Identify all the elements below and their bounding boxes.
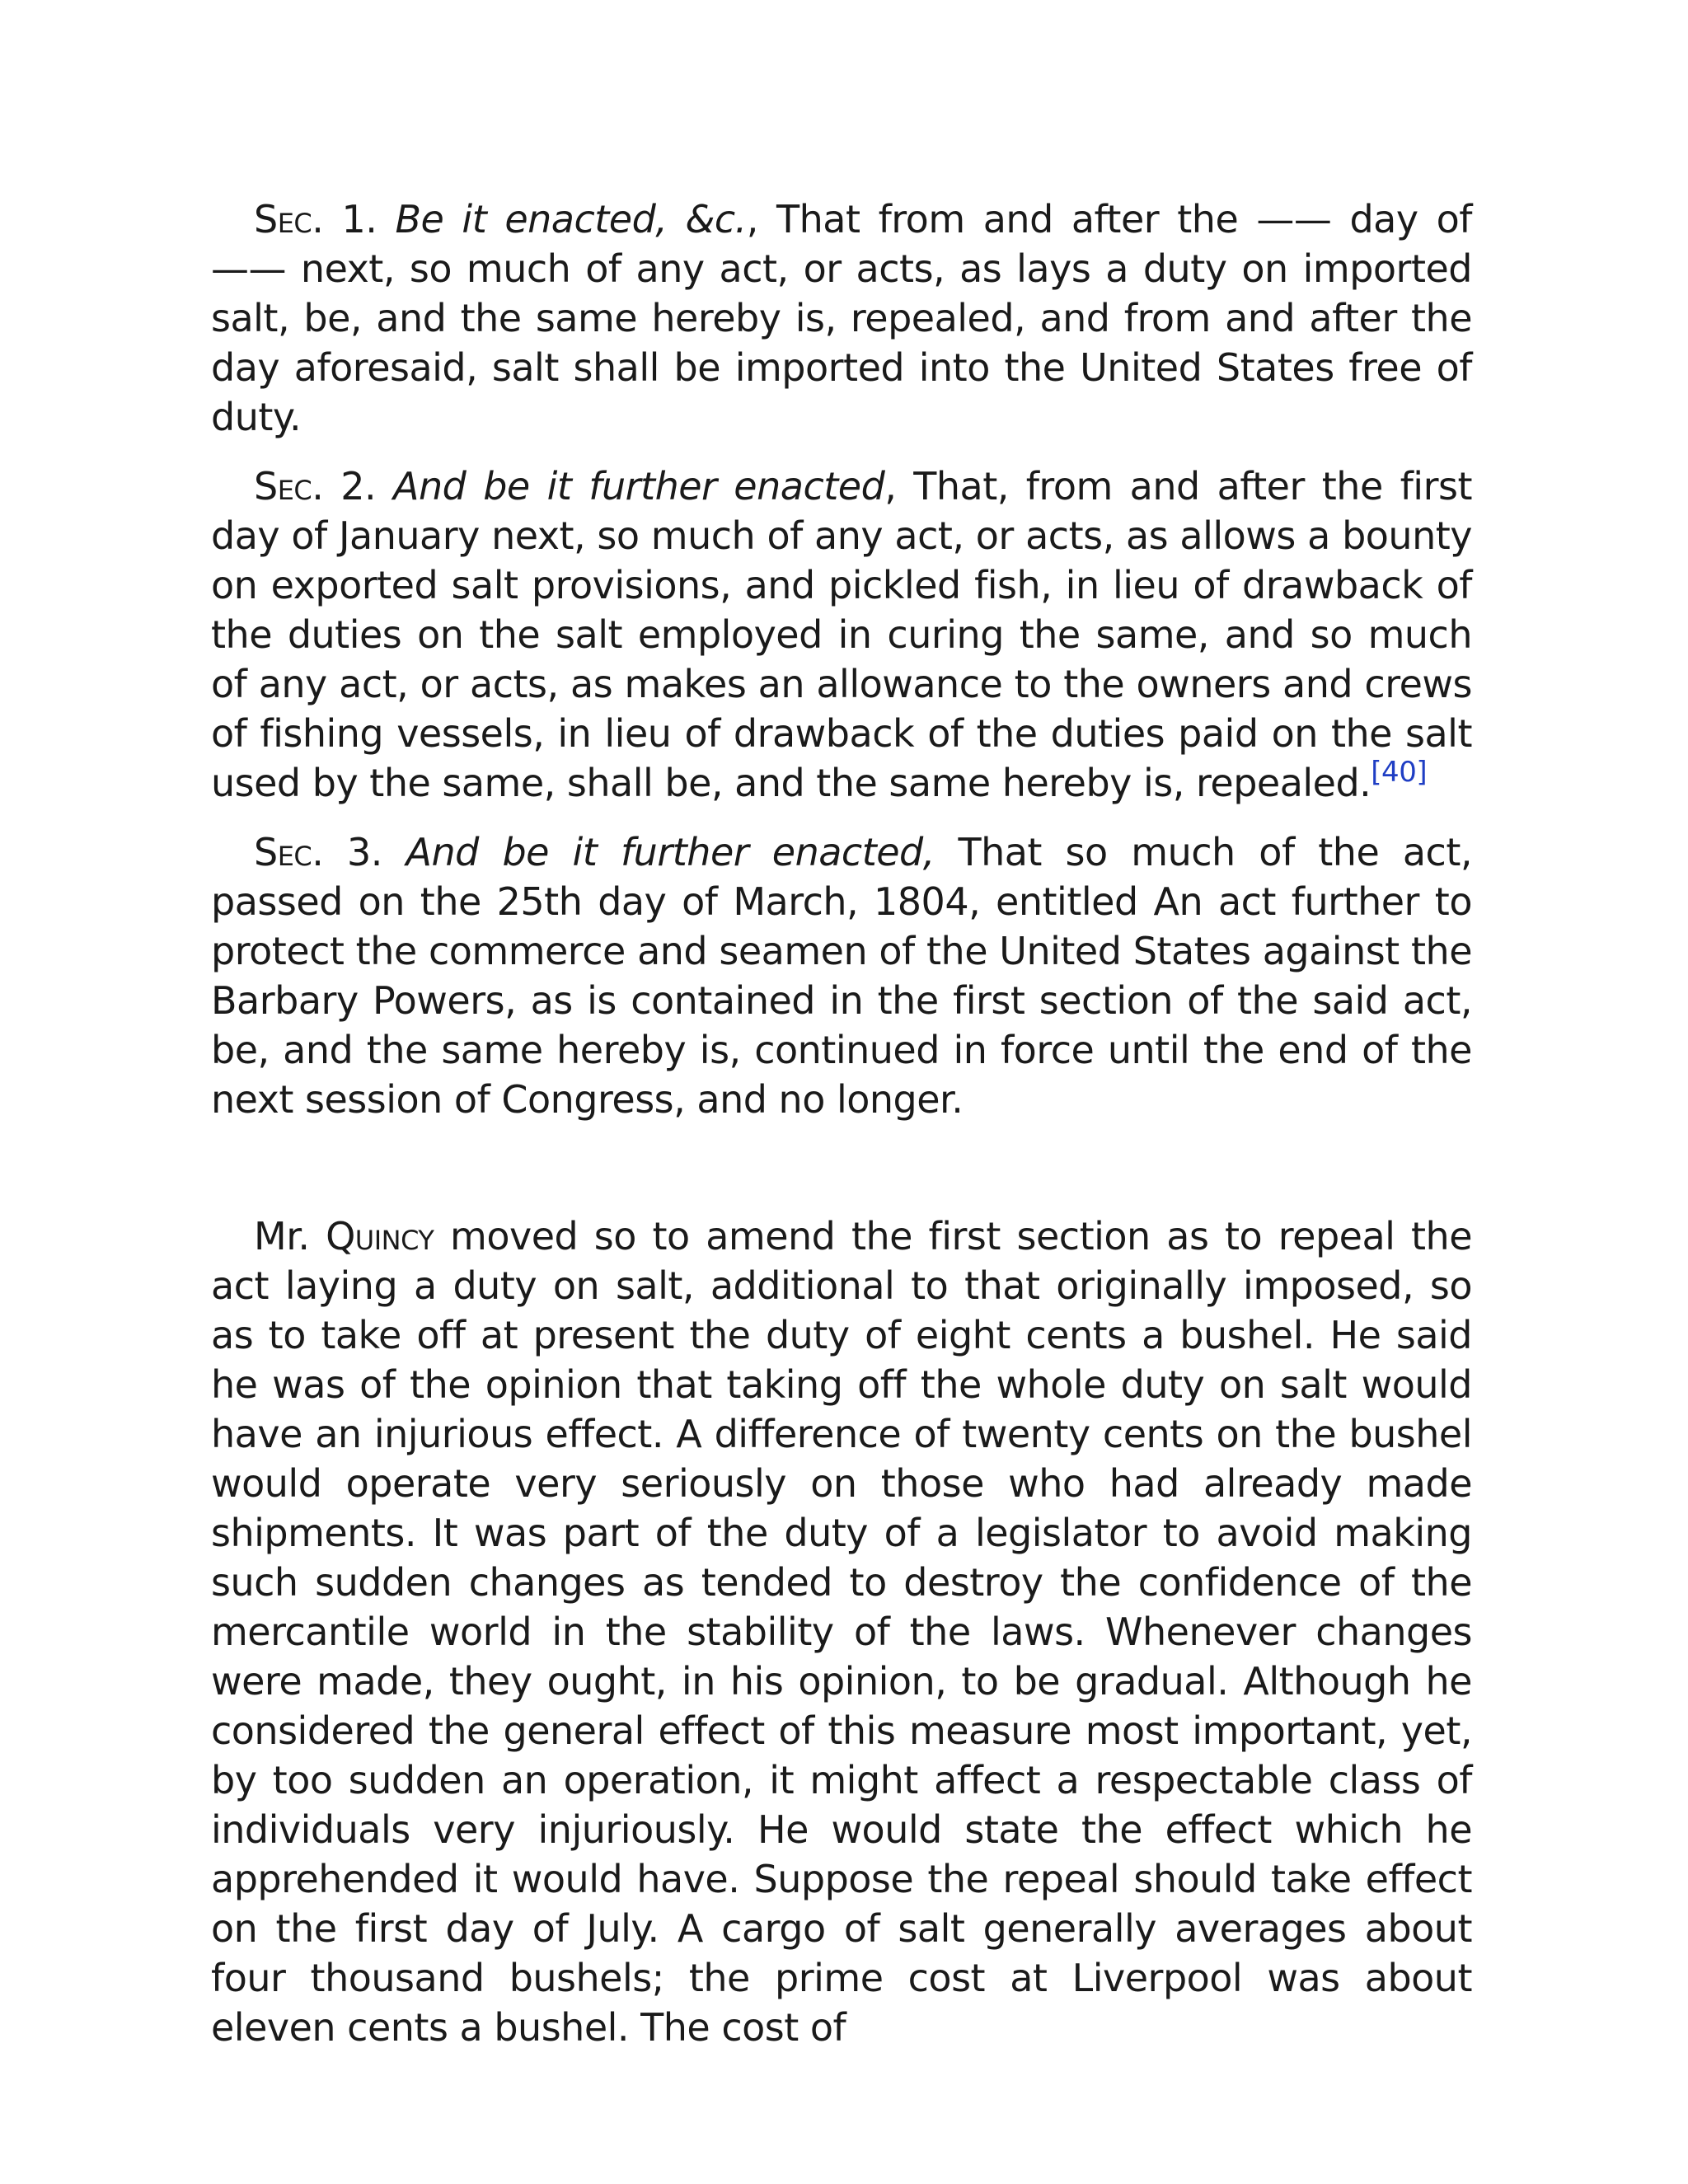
section-text: , That, from and after the first day of January next, so much of any act, or acts, as allows a bounty on exported salt provisions, and pickled fish, in lieu of drawback of the duties on the salt employed in curing the same, and so much of any act, or acts, as makes an allowance to the owners and crews of fishing vessels, in lieu of drawback of the duties paid on the salt used by the same, shall be, and the same hereby is, repealed. [211,464,1473,805]
enacting-formula: And be it further enacted [393,464,885,509]
speech-paragraph [211,1212,1472,2052]
section-2 [211,462,1472,808]
section-label: Sec [254,197,312,241]
section-number: . 3. [312,830,382,874]
speaker-name: Quincy [326,1214,434,1258]
section-number: . 1. [312,197,377,241]
speaker-prefix: Mr. [254,1214,326,1258]
enacting-formula: And be it further enacted, [406,830,935,874]
section-label: Sec [254,464,312,509]
speech-text: moved so to amend the first section as to repeal the act laying a duty on salt, additional to that originally imposed, so as to take off at present the duty of eight cents a bushel. He said he was of the opinion that taking off the whole duty on salt would have an injurious effect. A difference of twenty cents on the bushel would operate very seriously on those who had already made shipments. It was part of the duty of a legislator to avoid making such sudden changes as tended to destroy the confidence of the mercantile world in the stability of the laws. Whenever changes were made, they ought, in his opinion, to be gradual. Although he considered the general effect of this measure most important, yet, by too sudden an operation, it might affect a respectable class of individuals very injuriously. He would state the effect which he apprehended it would have. Suppose the repeal should take effect on the first day of July. A cargo of salt generally averages about four thousand bushels; the prime cost at Liverpool was about eleven cents a bushel. The cost of [211,1214,1473,2050]
section-text: , That from and after the —— day of —— next, so much of any act, or acts, as lays a duty on imported salt, be, and the same hereby is, repealed, and from and after the day aforesaid, salt shall be imported into the United States free of duty. [211,197,1472,439]
document-page [211,194,1472,2052]
footnote-link[interactable]: [40] [1371,756,1428,789]
section-label: Sec [254,830,312,874]
enacting-formula: Be it enacted, &c. [395,197,747,241]
section-number: . 2. [312,464,377,509]
section-3 [211,827,1472,1124]
section-text: That so much of the act, passed on the 25th day of March, 1804, entitled An act further to protect the commerce and seamen of the United States against the Barbary Powers, as is contained in the first section of the said act, be, and the same hereby is, continued in force until the end of the next session of Congress, and no longer. [211,830,1472,1122]
section-1 [211,194,1472,442]
